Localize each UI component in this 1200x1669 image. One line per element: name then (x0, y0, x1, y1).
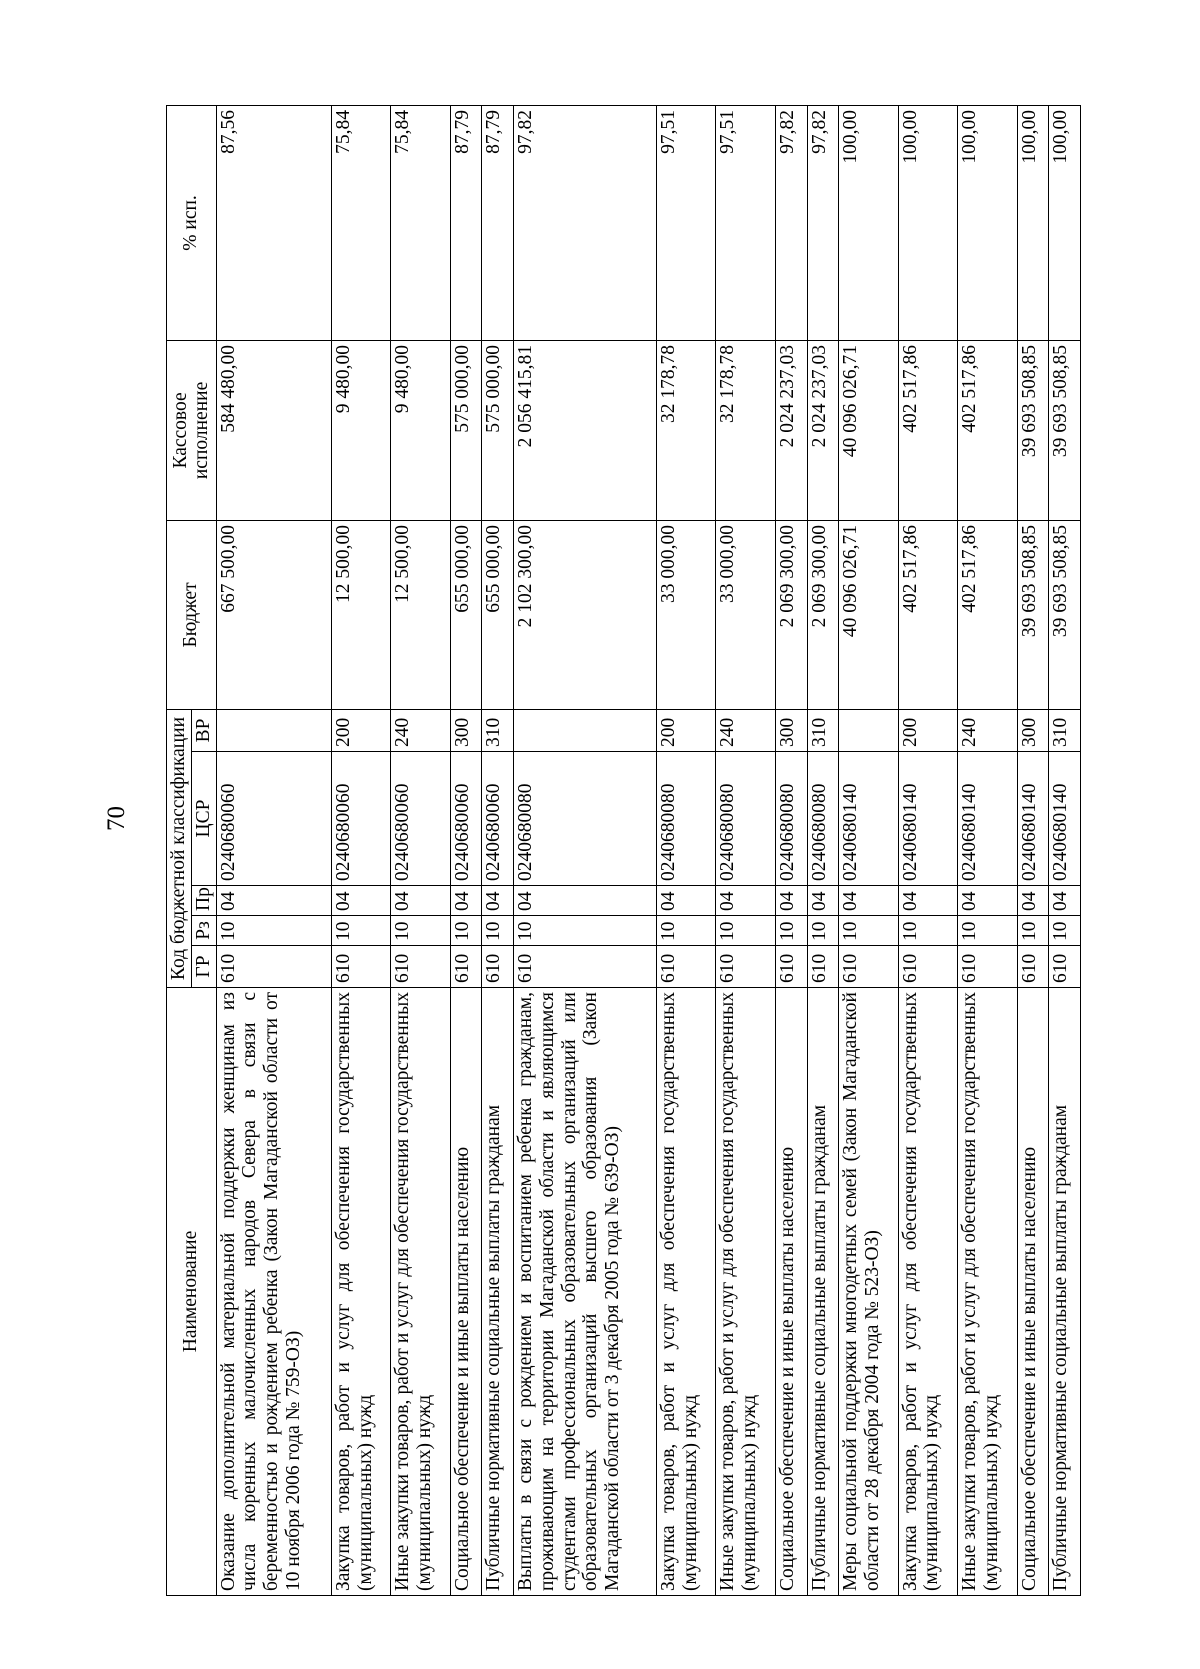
row-vr: 300 (1017, 709, 1049, 751)
row-percent: 87,79 (450, 105, 482, 340)
row-csr: 0240680060 (482, 752, 514, 886)
row-name: Публичные нормативные социальные выплаты гражданам (807, 988, 839, 1596)
row-gr: 610 (514, 946, 657, 988)
row-rz: 10 (807, 916, 839, 946)
row-percent: 97,51 (716, 105, 775, 340)
row-vr (216, 709, 331, 751)
row-rz: 10 (482, 916, 514, 946)
row-percent: 100,00 (958, 105, 1017, 340)
header-gr: ГР (191, 946, 216, 988)
header-pr: Пр (191, 886, 216, 916)
row-rz: 10 (839, 916, 898, 946)
row-pr: 04 (775, 886, 807, 916)
table-row (391, 105, 450, 1595)
row-pr: 04 (514, 886, 657, 916)
row-vr: 240 (716, 709, 775, 751)
row-rz: 10 (391, 916, 450, 946)
row-cash: 2 024 237,03 (807, 340, 839, 520)
table-row (482, 105, 514, 1595)
row-name: Закупка товаров, работ и услуг для обеспечения государственных (муниципальных) нужд (656, 988, 715, 1596)
row-rz: 10 (958, 916, 1017, 946)
row-csr: 0240680140 (1017, 752, 1049, 886)
row-csr: 0240680140 (898, 752, 957, 886)
row-name: Социальное обеспечение и иные выплаты населению (775, 988, 807, 1596)
row-percent: 97,82 (514, 105, 657, 340)
row-cash: 32 178,78 (656, 340, 715, 520)
row-pr: 04 (958, 886, 1017, 916)
row-csr: 0240680140 (958, 752, 1017, 886)
row-rz: 10 (450, 916, 482, 946)
row-percent: 100,00 (1049, 105, 1081, 340)
row-cash: 575 000,00 (450, 340, 482, 520)
rotated-table-container (166, 106, 1081, 1596)
row-csr: 0240680080 (656, 752, 715, 886)
row-gr: 610 (1049, 946, 1081, 988)
row-rz: 10 (514, 916, 657, 946)
row-pr: 04 (807, 886, 839, 916)
row-vr: 200 (331, 709, 390, 751)
row-budget: 402 517,86 (958, 520, 1017, 709)
row-name: Меры социальной поддержки многодетных семей (Закон Магаданской области от 28 декабря 2004 года № 523-ОЗ) (839, 988, 898, 1596)
row-csr: 0240680080 (775, 752, 807, 886)
page-number: 70 (103, 806, 130, 831)
row-vr: 310 (1049, 709, 1081, 751)
row-gr: 610 (391, 946, 450, 988)
row-gr: 610 (450, 946, 482, 988)
row-percent: 100,00 (1017, 105, 1049, 340)
row-rz: 10 (1049, 916, 1081, 946)
header-row-1 (167, 105, 192, 1595)
row-gr: 610 (216, 946, 331, 988)
row-csr: 0240680080 (807, 752, 839, 886)
row-name: Публичные нормативные социальные выплаты гражданам (1049, 988, 1081, 1596)
row-budget: 2 069 300,00 (775, 520, 807, 709)
row-vr: 310 (807, 709, 839, 751)
row-budget: 2 069 300,00 (807, 520, 839, 709)
row-rz: 10 (716, 916, 775, 946)
row-cash: 402 517,86 (898, 340, 957, 520)
row-budget: 12 500,00 (331, 520, 390, 709)
row-name: Оказание дополнительной материальной поддержки женщинам из числа коренных малочисленных народов Севера в связи с беременностью и рождением ребенка (Закон Магаданской области от 10 ноября 2006 года № 759-ОЗ) (216, 988, 331, 1596)
row-vr: 240 (391, 709, 450, 751)
row-pr: 04 (656, 886, 715, 916)
row-name: Иные закупки товаров, работ и услуг для обеспечения государственных (муниципальных) нужд (716, 988, 775, 1596)
table-row (807, 105, 839, 1595)
table-row (958, 105, 1017, 1595)
table-row (716, 105, 775, 1595)
row-budget: 402 517,86 (898, 520, 957, 709)
row-pr: 04 (391, 886, 450, 916)
row-pr: 04 (482, 886, 514, 916)
row-percent: 87,56 (216, 105, 331, 340)
row-vr (514, 709, 657, 751)
row-cash: 2 056 415,81 (514, 340, 657, 520)
row-cash: 575 000,00 (482, 340, 514, 520)
budget-table (166, 105, 1081, 1596)
row-gr: 610 (716, 946, 775, 988)
table-row (216, 105, 331, 1595)
row-budget: 655 000,00 (450, 520, 482, 709)
row-vr: 300 (450, 709, 482, 751)
table-row (839, 105, 898, 1595)
row-csr: 0240680080 (514, 752, 657, 886)
row-percent: 100,00 (898, 105, 957, 340)
row-budget: 667 500,00 (216, 520, 331, 709)
table-row (1017, 105, 1049, 1595)
row-vr: 310 (482, 709, 514, 751)
row-cash: 584 480,00 (216, 340, 331, 520)
row-cash: 39 693 508,85 (1017, 340, 1049, 520)
table-row (1049, 105, 1081, 1595)
row-csr: 0240680060 (391, 752, 450, 886)
row-cash: 402 517,86 (958, 340, 1017, 520)
row-cash: 2 024 237,03 (775, 340, 807, 520)
row-gr: 610 (331, 946, 390, 988)
row-gr: 610 (807, 946, 839, 988)
header-name: Наименование (167, 988, 217, 1596)
table-row (450, 105, 482, 1595)
row-name: Закупка товаров, работ и услуг для обеспечения государственных (муниципальных) нужд (898, 988, 957, 1596)
row-cash: 9 480,00 (331, 340, 390, 520)
row-name: Иные закупки товаров, работ и услуг для обеспечения государственных (муниципальных) нужд (391, 988, 450, 1596)
row-pr: 04 (1017, 886, 1049, 916)
row-budget: 39 693 508,85 (1017, 520, 1049, 709)
row-vr (839, 709, 898, 751)
row-pr: 04 (1049, 886, 1081, 916)
row-gr: 610 (958, 946, 1017, 988)
header-csr: ЦСР (191, 752, 216, 886)
row-rz: 10 (216, 916, 331, 946)
header-budget: Бюджет (167, 520, 217, 709)
row-rz: 10 (898, 916, 957, 946)
header-percent: % исп. (167, 105, 217, 340)
row-cash: 40 096 026,71 (839, 340, 898, 520)
row-percent: 75,84 (331, 105, 390, 340)
row-pr: 04 (839, 886, 898, 916)
row-budget: 33 000,00 (656, 520, 715, 709)
row-name: Социальное обеспечение и иные выплаты населению (450, 988, 482, 1596)
row-vr: 300 (775, 709, 807, 751)
row-percent: 75,84 (391, 105, 450, 340)
header-cash: Кассовое исполнение (167, 340, 217, 520)
row-vr: 200 (898, 709, 957, 751)
row-budget: 655 000,00 (482, 520, 514, 709)
row-budget: 40 096 026,71 (839, 520, 898, 709)
table-row (331, 105, 390, 1595)
table-row (898, 105, 957, 1595)
row-csr: 0240680080 (716, 752, 775, 886)
row-vr: 200 (656, 709, 715, 751)
row-name: Иные закупки товаров, работ и услуг для обеспечения государственных (муниципальных) нужд (958, 988, 1017, 1596)
row-cash: 9 480,00 (391, 340, 450, 520)
row-pr: 04 (331, 886, 390, 916)
row-csr: 0240680140 (1049, 752, 1081, 886)
row-pr: 04 (216, 886, 331, 916)
row-csr: 0240680140 (839, 752, 898, 886)
row-cash: 39 693 508,85 (1049, 340, 1081, 520)
row-rz: 10 (1017, 916, 1049, 946)
row-pr: 04 (898, 886, 957, 916)
table-row (775, 105, 807, 1595)
row-percent: 97,82 (807, 105, 839, 340)
row-budget: 12 500,00 (391, 520, 450, 709)
row-percent: 97,82 (775, 105, 807, 340)
row-name: Социальное обеспечение и иные выплаты населению (1017, 988, 1049, 1596)
table-row (514, 105, 657, 1595)
header-vr: ВР (191, 709, 216, 751)
table-row (656, 105, 715, 1595)
row-gr: 610 (656, 946, 715, 988)
row-rz: 10 (656, 916, 715, 946)
row-cash: 32 178,78 (716, 340, 775, 520)
row-name: Выплаты в связи с рождением и воспитанием ребенка гражданам, проживающим на территории Магаданской области и являющимся студентами профессиональных образовательных организаций или образовательных организаций высшего образования (Закон Магаданской области от 3 декабря 2005 года № 639-ОЗ) (514, 988, 657, 1596)
row-pr: 04 (716, 886, 775, 916)
row-csr: 0240680060 (216, 752, 331, 886)
row-percent: 97,51 (656, 105, 715, 340)
row-name: Закупка товаров, работ и услуг для обеспечения государственных (муниципальных) нужд (331, 988, 390, 1596)
row-percent: 87,79 (482, 105, 514, 340)
row-rz: 10 (331, 916, 390, 946)
header-code-group: Код бюджетной классификации (167, 709, 192, 987)
row-gr: 610 (482, 946, 514, 988)
row-rz: 10 (775, 916, 807, 946)
row-percent: 100,00 (839, 105, 898, 340)
header-rz: Рз (191, 916, 216, 946)
row-gr: 610 (898, 946, 957, 988)
row-budget: 2 102 300,00 (514, 520, 657, 709)
row-gr: 610 (1017, 946, 1049, 988)
row-csr: 0240680060 (331, 752, 390, 886)
row-gr: 610 (839, 946, 898, 988)
row-csr: 0240680060 (450, 752, 482, 886)
row-vr: 240 (958, 709, 1017, 751)
row-budget: 33 000,00 (716, 520, 775, 709)
row-gr: 610 (775, 946, 807, 988)
row-name: Публичные нормативные социальные выплаты гражданам (482, 988, 514, 1596)
row-pr: 04 (450, 886, 482, 916)
row-budget: 39 693 508,85 (1049, 520, 1081, 709)
